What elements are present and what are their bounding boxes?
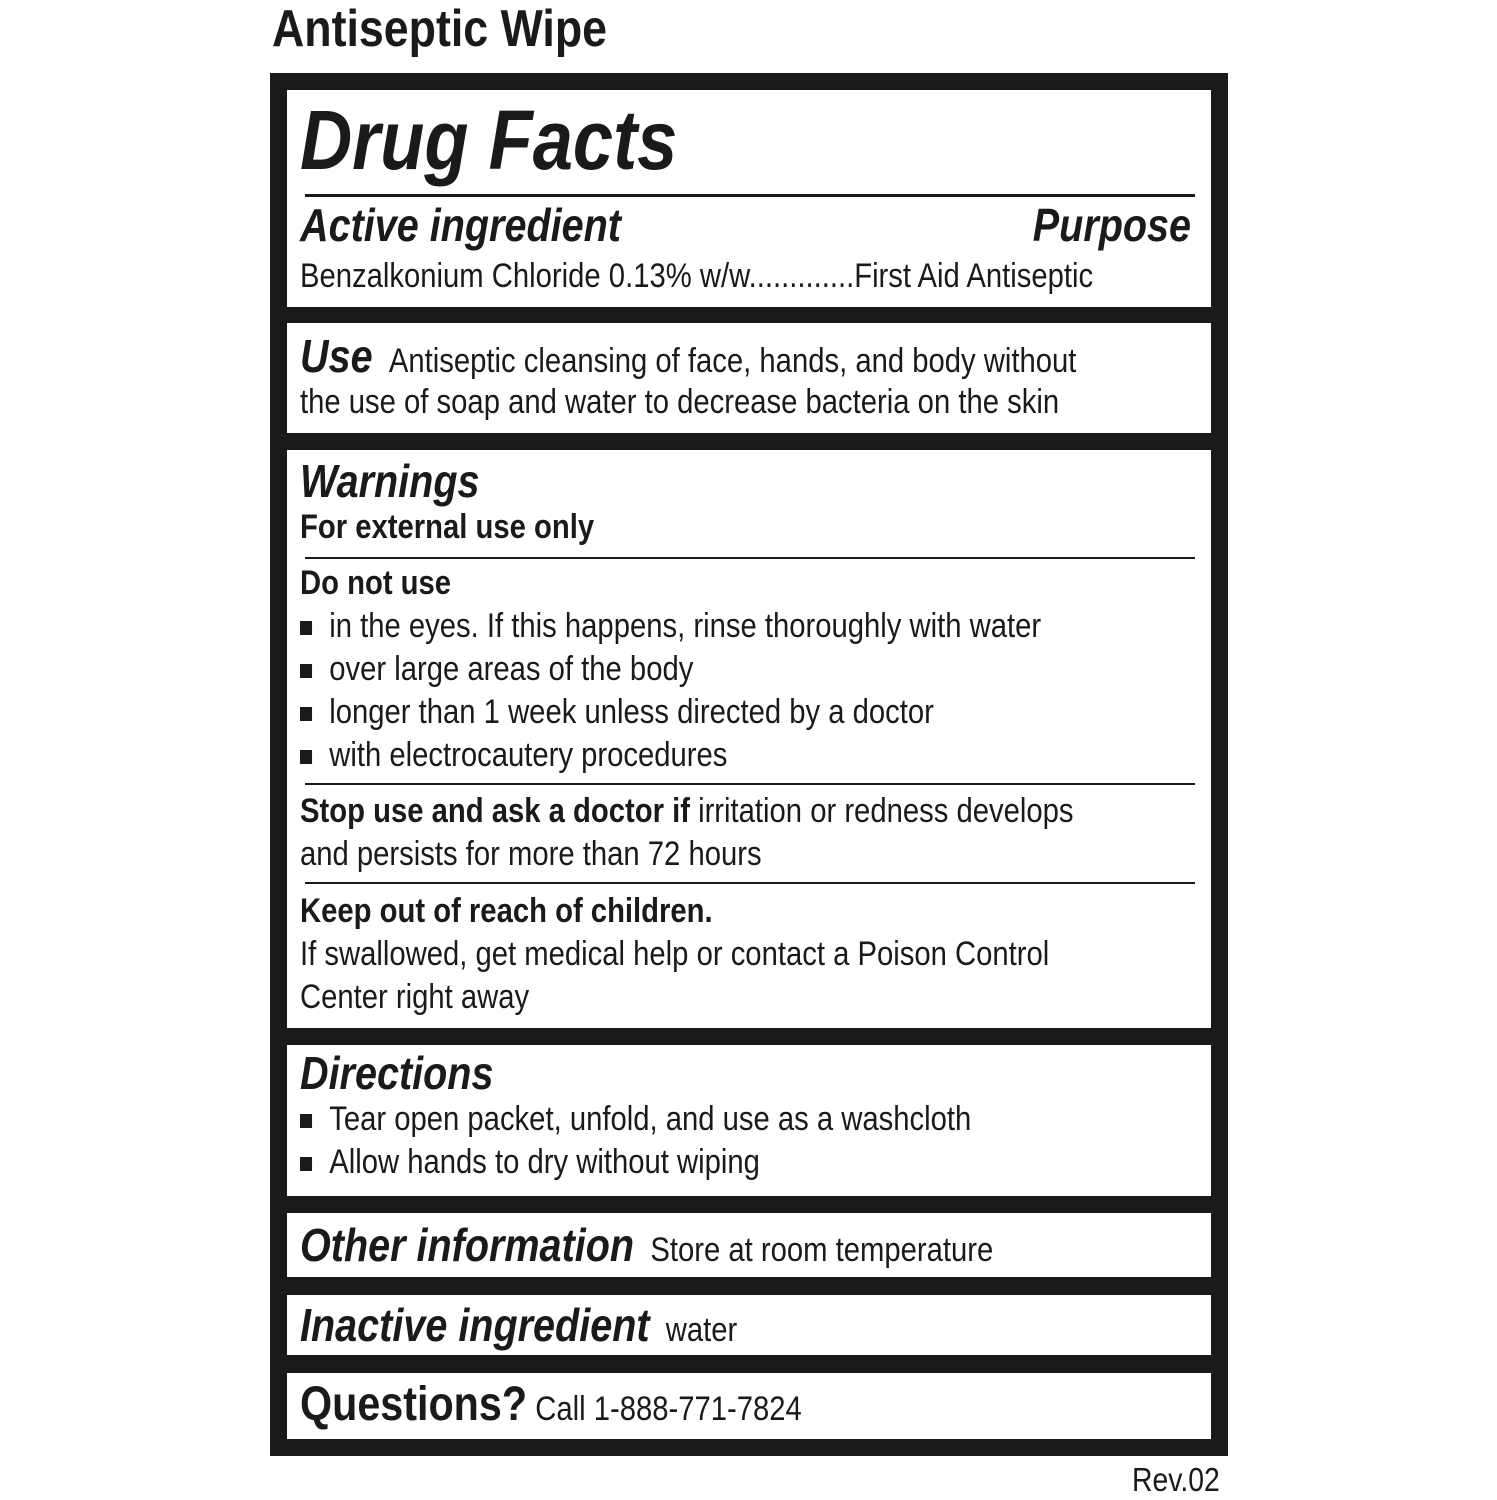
divider <box>305 194 1195 197</box>
active-ingredient-heading: Active ingredient <box>300 199 621 251</box>
questions-heading: Questions? <box>300 1378 528 1431</box>
purpose-heading: Purpose <box>1032 199 1191 251</box>
list-item: Tear open packet, unfold, and use as a washcloth <box>300 1098 1081 1141</box>
directions-heading: Directions <box>300 1047 494 1099</box>
bullet-icon <box>300 750 312 764</box>
other-information-panel <box>287 1213 1211 1277</box>
external-use-only: For external use only <box>300 508 595 546</box>
list-item: over large areas of the body <box>300 648 757 691</box>
directions-panel <box>287 1045 1211 1196</box>
active-ingredient-purpose: First Aid Antiseptic <box>854 257 1094 295</box>
inactive-ingredient-row: Inactive ingredient water <box>300 1299 738 1351</box>
inactive-ingredient-panel <box>287 1295 1211 1355</box>
list-item: longer than 1 week unless directed by a doctor <box>300 691 1037 734</box>
other-information-row: Other information Store at room temperature <box>300 1219 994 1271</box>
list-item: in the eyes. If this happens, rinse thoroughly with water <box>300 605 1162 648</box>
bullet-icon <box>300 707 312 721</box>
do-not-use-heading: Do not use <box>300 564 452 602</box>
list-item: with electrocautery procedures <box>300 734 797 777</box>
bullet-icon <box>300 1114 312 1128</box>
questions-panel <box>287 1373 1211 1439</box>
inactive-ingredient-heading: Inactive ingredient <box>300 1299 650 1351</box>
keep-out-heading: Keep out of reach of children. <box>300 892 713 930</box>
stop-use-line-1: Stop use and ask a doctor if irritation or redness develops <box>300 792 1074 830</box>
phone-number: Call 1-888-771-7824 <box>535 1390 802 1428</box>
divider <box>305 783 1195 785</box>
list-item: Allow hands to dry without wiping <box>300 1141 835 1184</box>
bullet-icon <box>300 1157 312 1171</box>
keep-out-line-2: Center right away <box>300 978 530 1016</box>
warnings-panel <box>287 450 1211 1028</box>
stop-use-line-2: and persists for more than 72 hours <box>300 835 762 873</box>
product-title: Antiseptic Wipe <box>272 0 608 58</box>
divider <box>305 882 1195 884</box>
use-panel <box>287 323 1211 433</box>
revision-label: Rev.02 <box>1132 1461 1220 1498</box>
use-heading: Use <box>300 330 373 382</box>
drug-facts-box <box>270 73 1228 1456</box>
active-ingredient-name: Benzalkonium Chloride 0.13% w/w <box>300 257 749 295</box>
stop-use-heading: Stop use and ask a doctor if <box>300 792 690 830</box>
drug-facts-title: Drug Facts <box>300 93 678 187</box>
keep-out-line-1: If swallowed, get medical help or contact a Poison Control <box>300 935 1050 973</box>
bullet-icon <box>300 621 312 635</box>
active-ingredient-row <box>300 255 1222 298</box>
divider <box>305 557 1195 559</box>
questions-row <box>300 1378 883 1436</box>
other-information-heading: Other information <box>300 1219 635 1271</box>
use-line-1: Use Antiseptic cleansing of face, hands, and body without <box>300 330 1077 382</box>
dot-leader: ............. <box>748 257 855 295</box>
active-ingredient-panel <box>287 90 1211 307</box>
warnings-heading: Warnings <box>300 455 480 507</box>
use-line-2: the use of soap and water to decrease bacteria on the skin <box>300 383 1060 421</box>
bullet-icon <box>300 664 312 678</box>
